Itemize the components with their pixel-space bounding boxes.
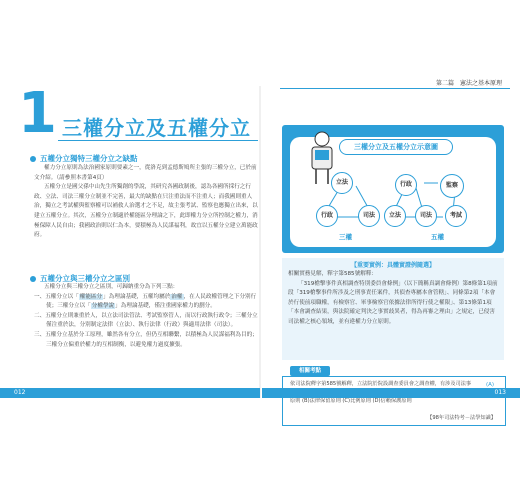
diagram-connectors xyxy=(290,137,496,247)
five-control-node: 監察 xyxy=(440,174,464,198)
header-rule xyxy=(280,88,510,89)
item1-highlight-2: 治權 xyxy=(171,293,183,300)
chapter-number: 1 xyxy=(18,81,57,146)
case-line-2: 「319槍擊事件真相調查特別委員會條例」（以下簡稱真調會條例）第8條第1項前段「319槍擊事件所涉及之刑事責任案件，其偵查專屬本會管轄」、同條第2項「本會於行使前項職權，有檢察官、軍事檢察官依據法律所得行使之權限」、第13條第1項「本會調查結果，與法院確定判決之事實歧異者，得為再審之理由」之規定，已侵害司法權之核心領域，並有違權力分立原則。 xyxy=(288,280,498,325)
five-powers-caption: 五權 xyxy=(431,233,444,241)
item1-text-d: 」為理論基礎，僅注重國家權力的劃分。 xyxy=(115,303,216,310)
five-judicial-node: 司法 xyxy=(415,205,437,227)
section2-heading-text: 五權分立與三權分立之區別 xyxy=(40,274,130,283)
footer-bar-left xyxy=(0,388,260,398)
page-number-left: 012 xyxy=(14,389,26,396)
three-powers-caption: 三權 xyxy=(339,233,352,241)
five-legislative-node: 立法 xyxy=(384,205,406,227)
section1-heading-text: 五權分立獨特三權分立之缺點 xyxy=(40,154,138,163)
item1-text-b: 」為理論基礎，五權均屬於 xyxy=(103,293,171,300)
section1-paragraph-1: 權力分立原則為法治國家原則要素之一，從洛克到孟德斯鳩所主張的三權分立，已於前文介紹。（請參照本書第4頁） xyxy=(34,165,257,181)
section1-body xyxy=(34,164,260,241)
five-executive-node: 行政 xyxy=(395,174,417,196)
section2-intro: 五權分立與三權分立之區別，可歸納重分為下列三點： xyxy=(44,284,179,290)
case-line-1: 相關實務見解，釋字第585號解釋： xyxy=(288,271,377,277)
diagram-title: 三權分立及五權分立示意圖 xyxy=(339,139,453,155)
case-title: 【重要實例：具體實證例隨選】 xyxy=(350,262,435,269)
section2-item-1 xyxy=(34,293,260,312)
five-exam-node: 考試 xyxy=(445,205,467,227)
page-number-right: 013 xyxy=(494,389,506,396)
running-header: 第二篇 憲法之基本原理 xyxy=(435,80,502,87)
footer-bar-right xyxy=(262,388,520,398)
three-legislative-node: 立法 xyxy=(331,172,353,194)
chapter-title: 三權分立及五權分立 xyxy=(62,116,251,140)
bullet-icon xyxy=(30,276,36,282)
exam-source: 【98年司法特考－法學知識】 xyxy=(427,415,496,421)
section2-body xyxy=(34,283,260,350)
item1-highlight-1: 權能區分 xyxy=(79,293,103,300)
three-executive-node: 行政 xyxy=(316,205,338,227)
section2-item-2: 二、五權分立則兼重於人，以立法司法管法、考試監察管人，而以行政執行政令；三權分立僅注重於法，分別制定法律（立法）、執行法律（行政）與適用法律（司法）。 xyxy=(34,312,258,329)
title-underline xyxy=(58,140,258,141)
exam-question-tab: 相關考點 xyxy=(290,366,330,376)
three-judicial-node: 司法 xyxy=(358,205,380,227)
exam-answer: (A) xyxy=(486,382,495,388)
case-text xyxy=(288,270,500,327)
section1-paragraph-2: 五權分立是國父孫中山先生所獨創的學說，其研究各國政制後，認為各國所採行之行政、立法、司法三權分立制並不完善，最大的缺點在只注重法而不注重人；而我國則重人治，獨立之考試權與監察權可以補救人治選才之不足，故主張考試、監察也應獨立出來，以建立五權分立。其次，五權分立制適於權能區分理論之下，此即權力分立所控制之權力，消極保障人民自由；我國政治則以仁為本，要積極為人民謀福利，故宜以五權分立建立萬能政府。 xyxy=(34,184,258,239)
item1-text-c: ，在人民政權管理之下分別行使；三權分立以「 xyxy=(46,293,257,310)
section2-item-3: 三、五權分立基於分工原理，雖然各有分立，但仍互相聯繫，以積極為人民謀福利為目的；三權分立偏重於權力的互相制衡，以避免權力過度擴張。 xyxy=(34,331,258,348)
exam-question: 依司法院釋字第585號解釋，立法院於院設調查委員會之調查權，有涉及司法事 原則 (B)法律保留原則 (C)比例原則 (D)信賴保護原則 xyxy=(290,381,472,404)
item1-highlight-3: 分權學說 xyxy=(91,303,115,310)
section1-heading xyxy=(30,153,138,164)
page-gutter xyxy=(259,86,261,398)
bullet-icon xyxy=(30,156,36,162)
item1-text-a: 一、五權分立以「 xyxy=(34,293,79,300)
